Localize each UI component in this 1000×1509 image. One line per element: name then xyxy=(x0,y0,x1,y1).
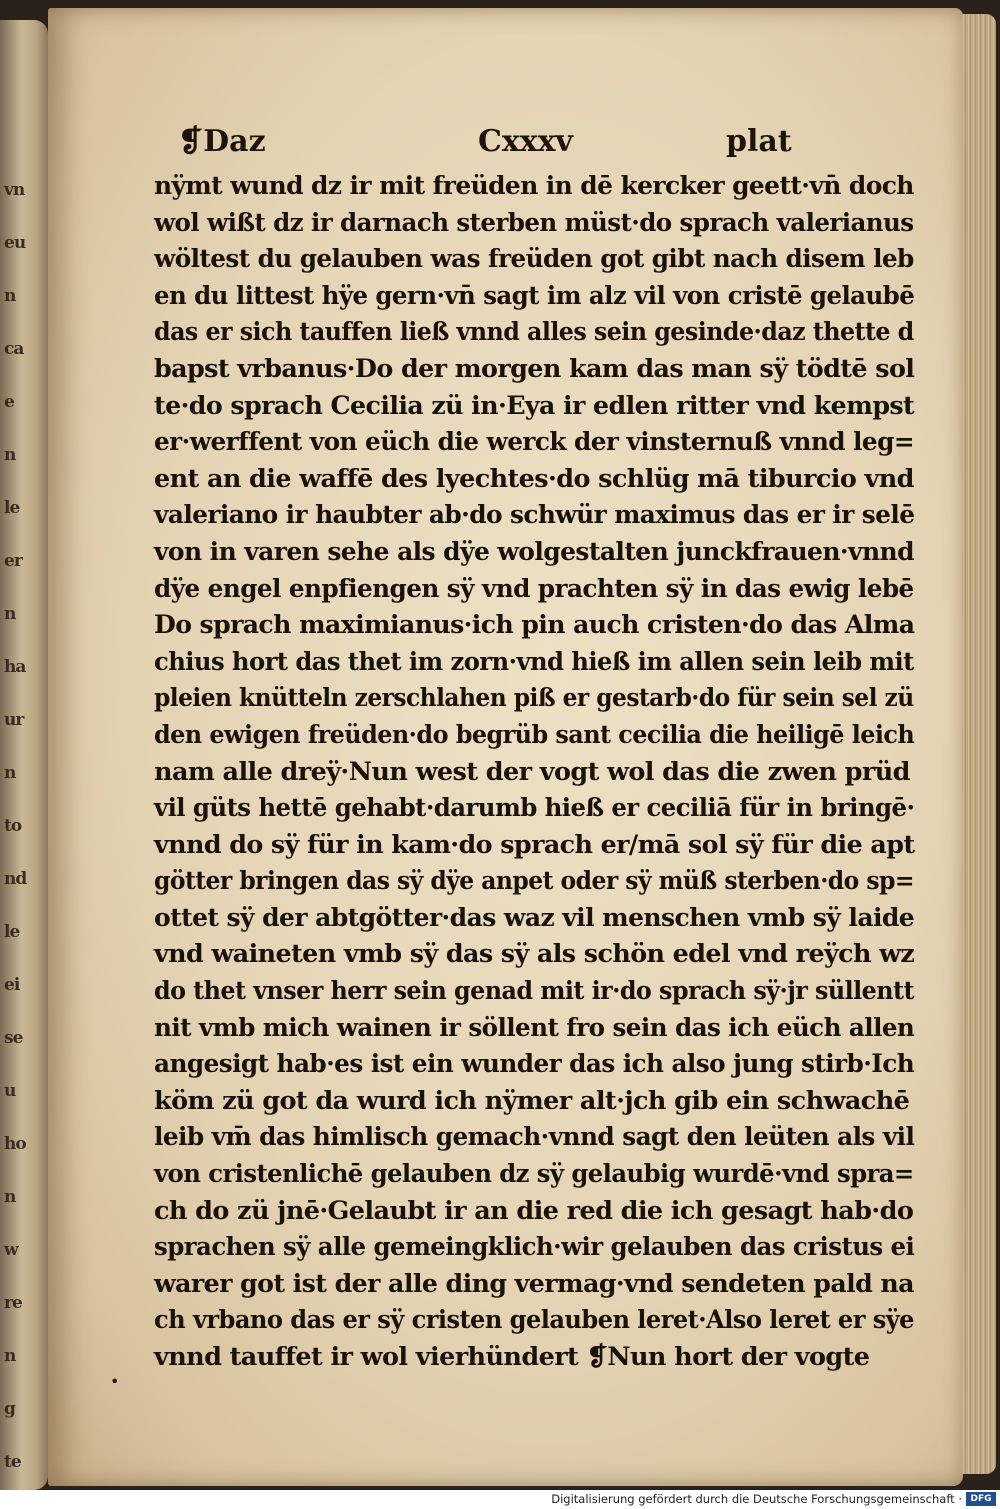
text-line: vnnd do sÿ für in kam·do sprach er/mā sol sÿ für die apt xyxy=(154,829,915,860)
left-page-fragment: n xyxy=(4,1346,16,1366)
text-line: götter bringen das sÿ dÿe anpet oder sÿ müß sterben·do sp= xyxy=(154,866,914,897)
text-line: ottet sÿ der abtgötter·das waz vil menschen vmb sÿ laide xyxy=(154,902,915,933)
left-page-fragment: e xyxy=(4,392,14,412)
left-page-fragment: er xyxy=(4,551,22,571)
left-page-fragment: to xyxy=(4,816,22,836)
footer-credit: Digitalisierung gefördert durch die Deutsche Forschungsgemeinschaft · xyxy=(551,1492,962,1506)
left-page-fragment: ur xyxy=(4,710,24,730)
text-line: valeriano ir haubter ab·do schwür maximus das er ir selē xyxy=(154,500,915,531)
text-line: sprachen sÿ alle gemeingklich·wir gelauben das cristus ei xyxy=(154,1232,915,1263)
text-block xyxy=(154,168,914,1376)
text-line: köm zü got da wurd ich nÿmer alt·jch gib ein schwachē xyxy=(154,1085,910,1116)
text-line: en du littest hÿe gern·vn̄ sagt im alz vil von cristē gelaubē xyxy=(154,280,915,311)
text-line: das er sich tauffen ließ vnnd alles sein gesinde·daz thette d xyxy=(154,317,914,348)
text-line: von cristenlichē gelauben dz sÿ gelaubig wurdē·vnd spra= xyxy=(154,1159,914,1190)
left-page-fragment: n xyxy=(4,1187,16,1207)
running-header xyxy=(178,124,818,174)
text-line: Do sprach maximianus·ich pin auch cristen·do das Alma xyxy=(154,610,915,641)
text-line: angesigt hab·es ist ein wunder das ich also jung stirb·Ich xyxy=(154,1049,915,1080)
header-right: plat xyxy=(726,124,792,159)
header-left: ❡Daz xyxy=(178,124,266,159)
text-line: do thet vnser herr sein genad mit ir·do sprach sÿ·jr süllentt xyxy=(154,976,914,1007)
text-line: nam alle dreÿ·Nun west der vogt wol das die zwen prüd xyxy=(154,756,910,787)
left-page-fragment: eu xyxy=(4,233,26,253)
left-page-fragment: ca xyxy=(4,339,24,359)
text-line: vil güts hettē gehabt·darumb hieß er ceciliā für in bringē· xyxy=(154,793,915,824)
book-page xyxy=(48,8,963,1486)
left-page-fragment: re xyxy=(4,1293,22,1313)
left-page-fragment: n xyxy=(4,604,16,624)
left-page-fragment: ho xyxy=(4,1134,26,1154)
left-page-fragment: n xyxy=(4,286,16,306)
left-page-fragment: n xyxy=(4,445,16,465)
text-line: bapst vrbanus·Do der morgen kam das man sÿ tödtē sol xyxy=(154,353,915,384)
text-line: ch do zü jnē·Gelaubt ir an die red die ich gesagt hab·do xyxy=(154,1195,914,1226)
dfg-logo: DFG xyxy=(966,1492,996,1506)
left-page-fragment: te xyxy=(4,1452,21,1472)
text-line: wol wißt dz ir darnach sterben müst·do sprach valerianus xyxy=(154,207,914,238)
page-edges xyxy=(962,14,996,1474)
margin-mark: • xyxy=(110,1372,120,1391)
text-line: nÿmt wund dz ir mit freüden in dē kercker geett·vn̄ doch xyxy=(154,171,914,201)
text-line: vnd waineten vmb sÿ das sÿ als schön edel vnd reÿch wz xyxy=(154,939,915,970)
left-page-fragment: g xyxy=(4,1399,15,1419)
text-line: leib vm̄ das himlisch gemach·vnnd sagt den leüten als vil xyxy=(154,1122,915,1153)
text-line: ch vrbano das er sÿ cristen gelauben leret·Also leret er sÿe xyxy=(154,1305,914,1336)
footer xyxy=(0,1490,1000,1509)
text-line: von in varen sehe als dÿe wolgestalten junckfrauen·vnnd xyxy=(154,536,914,567)
left-page-fragment: n xyxy=(4,763,16,783)
text-line: dÿe engel enpfiengen sÿ vnd prachten sÿ in das ewig lebē xyxy=(154,573,914,604)
text-line: er·werffent von eüch die werck der vinsternuß vnnd leg= xyxy=(154,427,915,458)
left-page-fragment: ha xyxy=(4,657,26,677)
left-page-fragment: le xyxy=(4,498,20,518)
left-page-fragment: ei xyxy=(4,975,20,995)
text-line: te·do sprach Cecilia zü in·Eya ir edlen ritter vnd kempst xyxy=(154,390,915,421)
left-page-fragment: le xyxy=(4,922,20,942)
text-line: ent an die waffē des lyechtes·do schlüg mā tiburcio vnd xyxy=(154,463,914,494)
left-page-fragment: w xyxy=(4,1240,18,1260)
left-page-fragment: u xyxy=(4,1081,16,1101)
left-page-edge xyxy=(0,20,48,1490)
text-line: chius hort das thet im zorn·vnd hieß im allen sein leib mit xyxy=(154,646,914,677)
text-line: den ewigen freüden·do begrüb sant cecilia die heiligē leich xyxy=(154,719,915,750)
left-page-fragment: nd xyxy=(4,869,27,889)
text-line: pleien knütteln zerschlahen piß er gestarb·do für sein sel zü xyxy=(154,683,914,714)
text-line: warer got ist der alle ding vermag·vnd sendeten pald na xyxy=(154,1268,914,1299)
left-page-fragment: vn xyxy=(4,180,25,200)
text-line: wöltest du gelauben was freüden got gibt nach disem leb xyxy=(154,244,914,275)
folio-number: Cxxxv xyxy=(478,124,573,159)
left-page-fragment: se xyxy=(4,1028,23,1048)
text-line: nit vmb mich wainen ir söllent fro sein das ich eüch allen xyxy=(154,1012,915,1043)
text-line: vnnd tauffet ir wol vierhündert ❡Nun hort der vogte xyxy=(154,1342,870,1372)
